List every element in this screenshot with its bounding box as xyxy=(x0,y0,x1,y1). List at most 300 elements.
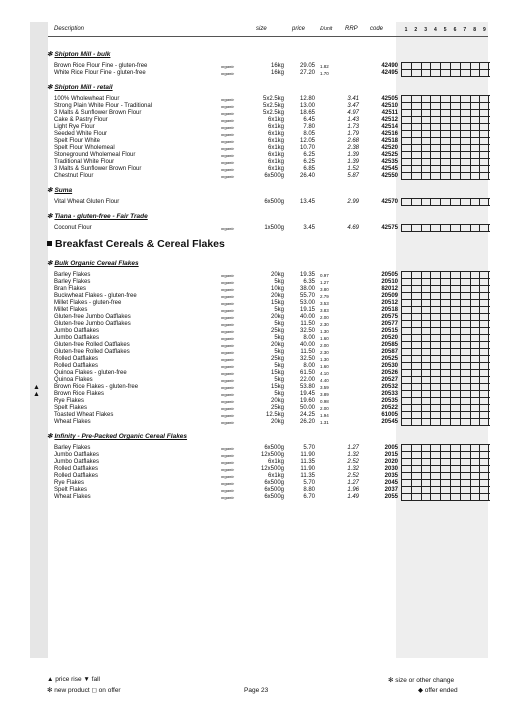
product-description: Gluten-free Rolled Oatflakes xyxy=(54,342,130,348)
product-description: Spelt Flour Wholemeal xyxy=(54,145,115,151)
product-description: Gluten-free Jumbo Oatflakes xyxy=(54,321,131,327)
price: 13.45 xyxy=(299,199,315,205)
price: 6.45 xyxy=(303,117,315,123)
pack-size: 6x1kg xyxy=(267,138,284,144)
order-quantity-cell[interactable] xyxy=(421,419,430,426)
order-quantity-cell[interactable] xyxy=(479,494,489,501)
organic-tag: organic xyxy=(221,153,235,158)
rrp: 1.27 xyxy=(347,480,359,486)
pack-size: 5kg xyxy=(274,335,284,341)
unit-price: 3.53 xyxy=(320,301,329,306)
order-quantity-boxes xyxy=(401,419,489,426)
product-code: 20525 xyxy=(381,356,398,362)
product-code: 42490 xyxy=(381,63,398,69)
organic-tag: organic xyxy=(221,329,235,334)
pack-size: 6x500g xyxy=(264,199,284,205)
order-column-number: 2 xyxy=(414,27,418,33)
pack-size: 6x1kg xyxy=(267,131,284,137)
section-heading xyxy=(47,186,72,194)
pack-size: 6x1kg xyxy=(267,124,284,130)
product-description: Strong Plain White Flour - Traditional xyxy=(54,103,153,109)
order-quantity-cell[interactable] xyxy=(411,494,420,501)
order-quantity-cell[interactable] xyxy=(440,419,449,426)
product-description: Wheat Flakes xyxy=(54,494,91,500)
product-description: Cake & Pastry Flour xyxy=(54,117,108,123)
rrp: 2.38 xyxy=(347,145,359,151)
rrp: 1.32 xyxy=(347,452,359,458)
unit-price: 3.59 xyxy=(320,385,329,390)
organic-tag: organic xyxy=(221,474,235,479)
organic-tag: organic xyxy=(221,467,235,472)
product-code: 2045 xyxy=(384,480,398,486)
product-description: 3 Malts & Sunflower Brown Flour xyxy=(54,110,142,116)
price: 5.70 xyxy=(303,445,315,451)
order-quantity-cell[interactable] xyxy=(411,419,420,426)
pack-size: 6x1kg xyxy=(267,473,284,479)
pack-size: 5kg xyxy=(274,391,284,397)
unit-price: 4.40 xyxy=(320,378,329,383)
price: 24.25 xyxy=(299,412,315,418)
section-title: Infinity - Pre-Packed Organic Cereal Flakes xyxy=(54,433,188,440)
product-description: Rolled Oatflakes xyxy=(54,473,99,479)
order-quantity-boxes xyxy=(401,70,489,77)
product-description: Gluten-free Rolled Oatflakes xyxy=(54,349,130,355)
square-bullet-icon xyxy=(47,241,52,246)
rrp: 1.79 xyxy=(347,131,359,137)
organic-tag: organic xyxy=(221,446,235,451)
product-code: 82012 xyxy=(381,286,398,292)
product-code: 61005 xyxy=(381,412,398,418)
price: 6.35 xyxy=(303,279,315,285)
order-quantity-boxes xyxy=(401,225,489,232)
order-quantity-cell[interactable] xyxy=(470,419,479,426)
organic-tag: organic xyxy=(221,453,235,458)
unit-price: 1.30 xyxy=(320,329,329,334)
price: 6.70 xyxy=(303,494,315,500)
pack-size: 5kg xyxy=(274,349,284,355)
order-quantity-cell[interactable] xyxy=(479,70,489,77)
unit-price: 0.98 xyxy=(320,399,329,404)
organic-tag: organic xyxy=(221,343,235,348)
order-quantity-cell[interactable] xyxy=(430,173,439,180)
order-column-number: 4 xyxy=(434,27,437,33)
order-quantity-cell[interactable] xyxy=(470,494,479,501)
organic-tag: organic xyxy=(221,132,235,137)
product-description: Millet Flakes xyxy=(54,307,88,313)
pack-size: 1x500g xyxy=(264,225,284,231)
unit-price: 3.89 xyxy=(320,392,329,397)
price: 11.35 xyxy=(300,473,315,479)
price: 8.05 xyxy=(303,131,315,137)
section-heading xyxy=(47,432,187,440)
organic-tag: organic xyxy=(221,301,235,306)
rrp: 2.99 xyxy=(347,199,359,205)
pack-size: 6x1kg xyxy=(267,159,284,165)
header-size: size xyxy=(256,26,267,32)
order-quantity-cell[interactable] xyxy=(460,173,469,180)
organic-tag: organic xyxy=(221,399,235,404)
product-description: Rye Flakes xyxy=(54,480,85,486)
organic-tag: organic xyxy=(221,139,235,144)
order-quantity-cell[interactable] xyxy=(479,419,489,426)
order-quantity-cell[interactable] xyxy=(470,225,479,232)
order-quantity-cell[interactable] xyxy=(401,70,410,77)
order-quantity-cell[interactable] xyxy=(470,199,479,206)
order-quantity-cell[interactable] xyxy=(411,199,420,206)
order-column-number: 6 xyxy=(453,27,457,33)
new-product-icon: ✻ xyxy=(47,187,53,194)
order-quantity-cell[interactable] xyxy=(430,494,439,501)
product-description: Jumbo Oatflakes xyxy=(54,452,100,458)
price: 40.00 xyxy=(299,314,315,320)
unit-price: 3.80 xyxy=(320,287,329,292)
pack-size: 6x1kg xyxy=(267,117,284,123)
product-code: 2015 xyxy=(384,452,398,458)
product-description: Light Rye Flour xyxy=(54,124,95,130)
product-code: 42516 xyxy=(381,131,398,137)
pack-size: 6x500g xyxy=(264,494,284,500)
price: 61.50 xyxy=(299,370,315,376)
product-description: Barley Flakes xyxy=(54,445,91,451)
product-description: Bran Flakes xyxy=(54,286,87,292)
pack-size: 20kg xyxy=(270,293,284,299)
price: 5.70 xyxy=(303,480,315,486)
pack-size: 15kg xyxy=(270,384,284,390)
order-quantity-cell[interactable] xyxy=(460,419,469,426)
product-description: 3 Malts & Sunflower Brown Flour xyxy=(54,166,142,172)
unit-price: 4.10 xyxy=(320,371,329,376)
order-quantity-cell[interactable] xyxy=(430,419,439,426)
product-description: Buckwheat Flakes - gluten-free xyxy=(54,293,137,299)
organic-tag: organic xyxy=(221,167,235,172)
order-column-number: 8 xyxy=(473,27,476,33)
product-description: Traditional White Flour xyxy=(54,159,115,165)
pack-size: 20kg xyxy=(270,314,284,320)
organic-tag: organic xyxy=(221,146,235,151)
organic-tag: organic xyxy=(221,308,235,313)
product-description: Spelt Flakes xyxy=(54,487,88,493)
product-code: 20575 xyxy=(381,314,398,320)
order-quantity-cell[interactable] xyxy=(440,70,449,77)
order-quantity-cell[interactable] xyxy=(401,494,410,501)
order-quantity-cell[interactable] xyxy=(450,225,459,232)
order-quantity-cell[interactable] xyxy=(440,225,449,232)
rrp: 3.47 xyxy=(347,103,359,109)
pack-size: 5x2.5kg xyxy=(262,110,284,116)
section-title: Suma xyxy=(54,187,73,194)
order-quantity-cell[interactable] xyxy=(479,199,489,206)
order-quantity-cell[interactable] xyxy=(421,70,430,77)
order-quantity-cell[interactable] xyxy=(430,225,439,232)
product-code: 42545 xyxy=(381,166,398,172)
rrp: 1.96 xyxy=(347,487,359,493)
product-code: 42575 xyxy=(381,225,398,231)
price: 22.00 xyxy=(299,377,315,383)
order-quantity-cell[interactable] xyxy=(450,199,459,206)
order-quantity-cell[interactable] xyxy=(450,70,459,77)
unit-price: 1.60 xyxy=(320,364,329,369)
category-heading xyxy=(47,238,225,250)
order-quantity-cell[interactable] xyxy=(421,173,430,180)
organic-tag: organic xyxy=(221,104,235,109)
pack-size: 5x2.5kg xyxy=(262,96,284,102)
new-product-icon: ✻ xyxy=(47,260,53,267)
pack-size: 20kg xyxy=(270,342,284,348)
product-description: 100% Wholewheat Flour xyxy=(54,96,120,102)
new-product-icon: ✻ xyxy=(47,213,53,220)
unit-price: 1.70 xyxy=(320,71,329,76)
pack-size: 5kg xyxy=(274,307,284,313)
price: 38.00 xyxy=(299,286,315,292)
order-quantity-cell[interactable] xyxy=(470,173,479,180)
price: 19.35 xyxy=(299,272,315,278)
price: 8.00 xyxy=(303,363,315,369)
order-quantity-cell[interactable] xyxy=(430,199,439,206)
pack-size: 6x500g xyxy=(264,487,284,493)
product-code: 20515 xyxy=(381,328,398,334)
organic-tag: organic xyxy=(221,287,235,292)
order-column-number: 1 xyxy=(404,27,408,33)
price: 19.60 xyxy=(299,398,315,404)
price: 29.05 xyxy=(299,63,315,69)
order-quantity-cell[interactable] xyxy=(411,225,420,232)
pack-size: 6x500g xyxy=(264,445,284,451)
product-code: 42525 xyxy=(381,152,398,158)
product-code: 20530 xyxy=(381,363,398,369)
product-code: 20509 xyxy=(381,293,398,299)
product-description: Spelt Flour White xyxy=(54,138,101,144)
product-code: 42535 xyxy=(381,159,398,165)
order-quantity-boxes xyxy=(401,494,489,501)
table-row xyxy=(0,225,515,232)
order-quantity-cell[interactable] xyxy=(411,173,420,180)
order-quantity-boxes xyxy=(401,199,489,206)
product-code: 42570 xyxy=(381,199,398,205)
organic-tag: organic xyxy=(221,97,235,102)
product-code: 42518 xyxy=(381,138,398,144)
product-description: Quinoa Flakes - gluten-free xyxy=(54,370,127,376)
pack-size: 20kg xyxy=(270,419,284,425)
product-code: 20527 xyxy=(381,377,398,383)
price: 6.25 xyxy=(303,159,315,165)
product-code: 20522 xyxy=(381,405,398,411)
order-column-number: 7 xyxy=(463,27,467,33)
product-code: 20585 xyxy=(381,342,398,348)
order-quantity-cell[interactable] xyxy=(460,494,469,501)
header-price: price xyxy=(292,26,306,32)
order-quantity-cell[interactable] xyxy=(401,225,410,232)
price: 11.90 xyxy=(300,452,315,458)
price: 12.05 xyxy=(299,138,315,144)
product-description: White Rice Flour Fine - gluten-free xyxy=(54,70,146,76)
product-code: 20545 xyxy=(381,419,398,425)
pack-size: 6x1kg xyxy=(267,459,284,465)
order-quantity-cell[interactable] xyxy=(421,494,430,501)
unit-price: 1.27 xyxy=(320,280,329,285)
product-code: 42550 xyxy=(381,173,398,179)
section-title: Tiana - gluten-free - Fair Trade xyxy=(54,213,148,220)
product-description: Vital Wheat Gluten Flour xyxy=(54,199,120,205)
pack-size: 25kg xyxy=(270,356,284,362)
unit-price: 3.83 xyxy=(320,308,329,313)
price: 50.00 xyxy=(299,405,315,411)
product-code: 42510 xyxy=(381,103,398,109)
organic-tag: organic xyxy=(221,406,235,411)
product-description: Jumbo Oatflakes xyxy=(54,335,100,341)
order-quantity-cell[interactable] xyxy=(470,70,479,77)
price: 19.45 xyxy=(299,391,315,397)
organic-tag: organic xyxy=(221,273,235,278)
order-quantity-cell[interactable] xyxy=(421,199,430,206)
legend-price-change: ▲ price rise ▼ fall xyxy=(47,676,100,683)
price: 18.65 xyxy=(299,110,315,116)
pack-size: 16kg xyxy=(270,63,284,69)
organic-tag: organic xyxy=(221,488,235,493)
organic-tag: organic xyxy=(221,460,235,465)
unit-price: 1.94 xyxy=(320,413,329,418)
legend-new-offer: ✻ new product ◻ on offer xyxy=(47,687,121,694)
pack-size: 10kg xyxy=(270,286,284,292)
order-quantity-cell[interactable] xyxy=(450,419,459,426)
order-column-number: 9 xyxy=(483,27,486,33)
order-quantity-cell[interactable] xyxy=(440,173,449,180)
price: 3.45 xyxy=(303,225,315,231)
product-description: Millet Flakes - gluten-free xyxy=(54,300,122,306)
unit-price: 2.00 xyxy=(320,315,329,320)
organic-tag: organic xyxy=(221,322,235,327)
order-quantity-cell[interactable] xyxy=(450,173,459,180)
organic-tag: organic xyxy=(221,357,235,362)
product-description: Jumbo Oatflakes xyxy=(54,328,100,334)
rrp: 1.49 xyxy=(347,494,359,500)
order-quantity-cell[interactable] xyxy=(440,199,449,206)
table-row xyxy=(0,419,515,426)
price: 26.40 xyxy=(299,173,315,179)
product-code: 2055 xyxy=(384,494,398,500)
price: 11.35 xyxy=(300,459,315,465)
pack-size: 5x2.5kg xyxy=(262,103,284,109)
order-quantity-cell[interactable] xyxy=(401,199,410,206)
organic-tag: organic xyxy=(221,364,235,369)
product-description: Quinoa Flakes xyxy=(54,377,93,383)
rrp: 1.73 xyxy=(347,124,359,130)
unit-price: 0.97 xyxy=(320,273,329,278)
organic-tag: organic xyxy=(221,71,235,76)
section-title: Shipton Mill - retail xyxy=(54,84,113,91)
order-column-number: 5 xyxy=(443,27,447,33)
unit-price: 2.00 xyxy=(320,343,329,348)
section-title: Shipton Mill - bulk xyxy=(54,51,111,58)
table-row xyxy=(0,70,515,77)
price: 19.15 xyxy=(299,307,315,313)
order-quantity-cell[interactable] xyxy=(411,70,420,77)
unit-price: 1.31 xyxy=(320,420,329,425)
organic-tag: organic xyxy=(221,481,235,486)
organic-tag: organic xyxy=(221,160,235,165)
section-heading xyxy=(47,212,148,220)
order-quantity-cell[interactable] xyxy=(421,225,430,232)
product-description: Rolled Oatflakes xyxy=(54,466,99,472)
rrp: 5.87 xyxy=(347,173,359,179)
order-quantity-cell[interactable] xyxy=(440,494,449,501)
rrp: 4.69 xyxy=(347,225,359,231)
price: 13.00 xyxy=(299,103,315,109)
rrp: 2.52 xyxy=(347,473,359,479)
pack-size: 20kg xyxy=(270,272,284,278)
order-quantity-cell[interactable] xyxy=(460,199,469,206)
rrp: 2.68 xyxy=(347,138,359,144)
pack-size: 15kg xyxy=(270,370,284,376)
section-heading xyxy=(47,83,113,91)
table-row xyxy=(0,494,515,501)
organic-tag: organic xyxy=(221,378,235,383)
product-description: Rye Flakes xyxy=(54,398,85,404)
order-quantity-cell[interactable] xyxy=(430,70,439,77)
product-code: 2037 xyxy=(384,487,398,493)
organic-tag: organic xyxy=(221,495,235,500)
pack-size: 16kg xyxy=(270,70,284,76)
product-description: Toasted Wheat Flakes xyxy=(54,412,114,418)
rrp: 4.97 xyxy=(347,110,359,116)
order-quantity-cell[interactable] xyxy=(401,419,410,426)
rrp: 1.27 xyxy=(347,445,359,451)
product-code: 42512 xyxy=(381,117,398,123)
order-quantity-cell[interactable] xyxy=(450,494,459,501)
rrp: 3.41 xyxy=(347,96,359,102)
organic-tag: organic xyxy=(221,64,235,69)
product-description: Spelt Flakes xyxy=(54,405,88,411)
price: 6.25 xyxy=(303,152,315,158)
order-quantity-cell[interactable] xyxy=(460,225,469,232)
pack-size: 15kg xyxy=(270,300,284,306)
price: 8.80 xyxy=(303,487,315,493)
order-quantity-cell[interactable] xyxy=(460,70,469,77)
new-product-icon: ✻ xyxy=(47,51,53,58)
price-rise-icon: ▲ xyxy=(33,391,40,398)
pack-size: 20kg xyxy=(270,398,284,404)
product-description: Seeded White Flour xyxy=(54,131,108,137)
price-rise-icon: ▲ xyxy=(33,384,40,391)
header-rule xyxy=(48,36,488,37)
organic-tag: organic xyxy=(221,371,235,376)
order-quantity-cell[interactable] xyxy=(479,173,489,180)
table-row xyxy=(0,199,515,206)
price: 40.00 xyxy=(299,342,315,348)
product-description: Rolled Oatflakes xyxy=(54,363,99,369)
unit-price: 1.82 xyxy=(320,64,329,69)
organic-tag: organic xyxy=(221,125,235,130)
unit-price: 2.30 xyxy=(320,322,329,327)
product-code: 20510 xyxy=(381,279,398,285)
pack-size: 12x500g xyxy=(260,452,284,458)
order-quantity-cell[interactable] xyxy=(479,225,489,232)
product-description: Stoneground Wholemeal Flour xyxy=(54,152,136,158)
product-code: 20587 xyxy=(381,349,398,355)
order-quantity-cell[interactable] xyxy=(401,173,410,180)
unit-price: 2.79 xyxy=(320,294,329,299)
section-heading xyxy=(47,259,139,267)
pack-size: 5kg xyxy=(274,321,284,327)
page-number: Page 23 xyxy=(244,687,269,694)
product-code: 42495 xyxy=(381,70,398,76)
product-code: 20518 xyxy=(381,307,398,313)
price: 11.50 xyxy=(300,321,315,327)
price: 53.00 xyxy=(299,300,315,306)
pack-size: 6x500g xyxy=(264,480,284,486)
product-code: 20533 xyxy=(381,391,398,397)
price: 12.80 xyxy=(299,96,315,102)
organic-tag: organic xyxy=(221,385,235,390)
